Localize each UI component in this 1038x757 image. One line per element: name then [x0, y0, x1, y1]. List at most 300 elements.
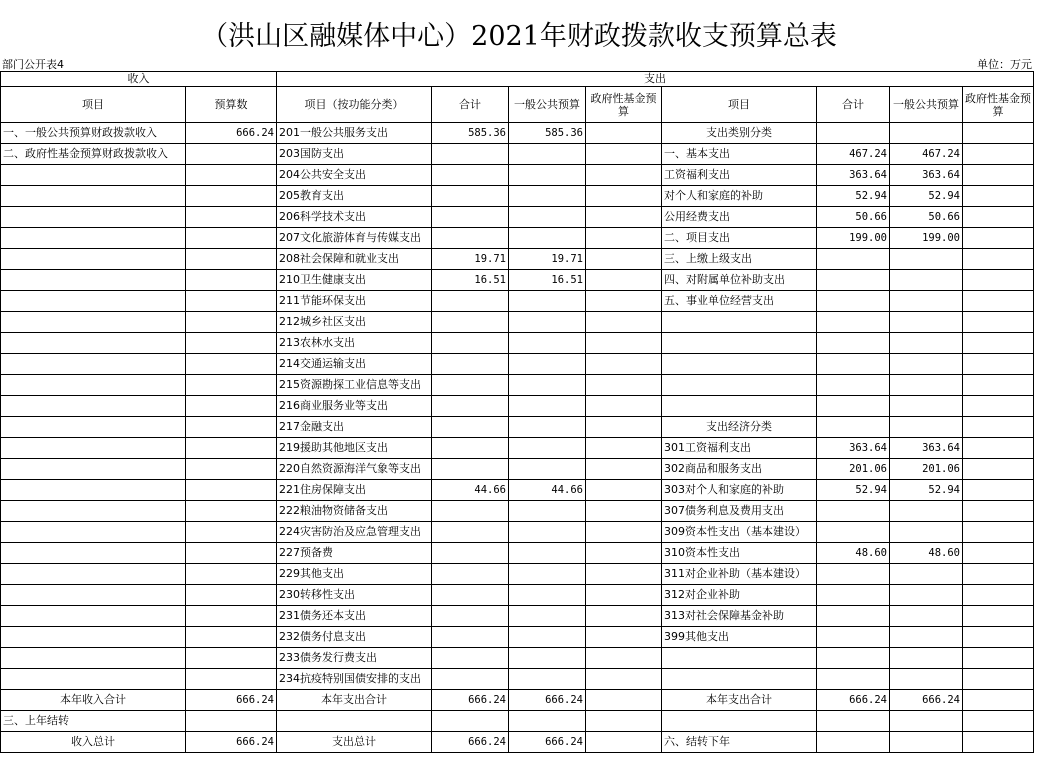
table-cell	[963, 333, 1034, 354]
table-cell: 本年收入合计	[1, 690, 186, 711]
table-cell	[963, 186, 1034, 207]
table-row	[1, 690, 1034, 711]
table-cell	[586, 543, 662, 564]
table-cell	[509, 228, 586, 249]
table-cell	[963, 690, 1034, 711]
table-cell	[1, 354, 186, 375]
table-cell: 222粮油物资储备支出	[277, 501, 432, 522]
table-cell	[586, 438, 662, 459]
table-cell	[1, 627, 186, 648]
table-row	[1, 165, 1034, 186]
col-header: 预算数	[186, 87, 277, 123]
table-cell	[432, 627, 509, 648]
table-cell	[890, 606, 963, 627]
table-row	[1, 585, 1034, 606]
table-cell: 52.94	[817, 186, 890, 207]
table-cell	[817, 270, 890, 291]
table-cell: 224灾害防治及应急管理支出	[277, 522, 432, 543]
table-cell: 三、上缴上级支出	[662, 249, 817, 270]
table-cell	[963, 606, 1034, 627]
table-cell	[890, 711, 963, 732]
table-cell	[586, 669, 662, 690]
table-cell	[586, 585, 662, 606]
header-row-columns	[1, 87, 1034, 123]
table-cell	[186, 564, 277, 585]
table-cell	[963, 312, 1034, 333]
table-cell: 467.24	[890, 144, 963, 165]
table-cell	[662, 396, 817, 417]
table-cell	[432, 606, 509, 627]
table-cell: 666.24	[186, 732, 277, 753]
table-cell	[890, 291, 963, 312]
table-cell	[432, 144, 509, 165]
table-cell: 204公共安全支出	[277, 165, 432, 186]
table-cell: 199.00	[817, 228, 890, 249]
table-cell	[817, 669, 890, 690]
table-cell	[186, 711, 277, 732]
table-cell: 302商品和服务支出	[662, 459, 817, 480]
table-cell	[277, 711, 432, 732]
table-cell	[963, 375, 1034, 396]
table-cell	[586, 606, 662, 627]
table-cell: 207文化旅游体育与传媒支出	[277, 228, 432, 249]
table-cell	[817, 396, 890, 417]
table-cell	[963, 732, 1034, 753]
table-cell: 363.64	[890, 438, 963, 459]
table-cell: 313对社会保障基金补助	[662, 606, 817, 627]
table-cell	[509, 207, 586, 228]
table-cell: 19.71	[432, 249, 509, 270]
table-cell	[963, 648, 1034, 669]
table-cell	[890, 669, 963, 690]
table-cell	[509, 711, 586, 732]
table-cell: 666.24	[432, 690, 509, 711]
table-cell	[586, 627, 662, 648]
table-cell	[432, 438, 509, 459]
table-cell	[963, 291, 1034, 312]
table-cell: 48.60	[890, 543, 963, 564]
table-cell	[586, 186, 662, 207]
table-cell	[509, 459, 586, 480]
table-cell	[509, 186, 586, 207]
table-cell	[890, 249, 963, 270]
table-cell	[963, 585, 1034, 606]
table-cell	[586, 396, 662, 417]
table-cell: 399其他支出	[662, 627, 817, 648]
table-cell	[963, 501, 1034, 522]
table-row	[1, 333, 1034, 354]
table-cell	[432, 207, 509, 228]
table-cell	[186, 438, 277, 459]
table-cell	[662, 312, 817, 333]
table-row	[1, 354, 1034, 375]
table-cell	[186, 417, 277, 438]
table-row	[1, 648, 1034, 669]
table-cell: 三、上年结转	[1, 711, 186, 732]
table-row	[1, 228, 1034, 249]
table-cell: 五、事业单位经营支出	[662, 291, 817, 312]
table-cell	[586, 690, 662, 711]
table-cell	[509, 501, 586, 522]
table-cell	[1, 186, 186, 207]
table-cell	[817, 291, 890, 312]
table-row	[1, 438, 1034, 459]
table-cell	[586, 354, 662, 375]
table-cell: 对个人和家庭的补助	[662, 186, 817, 207]
table-cell: 216商业服务业等支出	[277, 396, 432, 417]
table-row	[1, 669, 1034, 690]
table-cell	[432, 396, 509, 417]
table-cell	[432, 564, 509, 585]
table-cell	[186, 165, 277, 186]
table-cell: 217金融支出	[277, 417, 432, 438]
table-cell: 467.24	[817, 144, 890, 165]
table-cell	[1, 669, 186, 690]
table-cell: 201一般公共服务支出	[277, 123, 432, 144]
table-cell	[963, 459, 1034, 480]
table-cell	[963, 207, 1034, 228]
table-cell	[432, 522, 509, 543]
table-cell	[1, 228, 186, 249]
table-cell: 666.24	[186, 123, 277, 144]
table-row	[1, 606, 1034, 627]
expense-header: 支出	[277, 72, 1034, 87]
table-cell	[586, 123, 662, 144]
table-row	[1, 291, 1034, 312]
table-cell	[186, 249, 277, 270]
table-cell: 四、对附属单位补助支出	[662, 270, 817, 291]
col-header: 项目	[662, 87, 817, 123]
table-cell	[586, 480, 662, 501]
table-row	[1, 123, 1034, 144]
table-cell	[432, 585, 509, 606]
col-header: 一般公共预算	[890, 87, 963, 123]
table-cell	[186, 396, 277, 417]
table-cell: 201.06	[817, 459, 890, 480]
table-cell	[432, 333, 509, 354]
table-cell: 支出总计	[277, 732, 432, 753]
table-cell	[586, 564, 662, 585]
table-cell	[586, 291, 662, 312]
table-cell	[963, 627, 1034, 648]
table-cell	[509, 144, 586, 165]
table-cell	[1, 165, 186, 186]
col-header: 项目（按功能分类）	[277, 87, 432, 123]
table-cell	[890, 354, 963, 375]
table-cell: 213农林水支出	[277, 333, 432, 354]
table-cell	[890, 522, 963, 543]
table-cell	[509, 396, 586, 417]
table-cell	[817, 375, 890, 396]
table-cell	[509, 648, 586, 669]
table-cell	[509, 522, 586, 543]
table-cell: 363.64	[817, 165, 890, 186]
table-cell: 收入总计	[1, 732, 186, 753]
table-cell	[586, 312, 662, 333]
table-cell	[186, 585, 277, 606]
table-cell: 309资本性支出（基本建设）	[662, 522, 817, 543]
table-cell	[963, 564, 1034, 585]
table-cell	[186, 207, 277, 228]
col-header: 项目	[1, 87, 186, 123]
budget-table	[0, 71, 1034, 753]
table-cell: 一、一般公共预算财政拨款收入	[1, 123, 186, 144]
table-cell: 215资源勘探工业信息等支出	[277, 375, 432, 396]
table-cell	[186, 333, 277, 354]
table-cell	[186, 501, 277, 522]
table-cell	[963, 522, 1034, 543]
table-cell	[186, 543, 277, 564]
table-cell: 303对个人和家庭的补助	[662, 480, 817, 501]
table-cell	[890, 648, 963, 669]
table-cell	[1, 501, 186, 522]
table-cell: 206科学技术支出	[277, 207, 432, 228]
table-row	[1, 144, 1034, 165]
table-cell	[1, 249, 186, 270]
table-cell	[586, 732, 662, 753]
table-row	[1, 543, 1034, 564]
table-cell: 585.36	[432, 123, 509, 144]
table-cell	[817, 732, 890, 753]
table-cell: 307债务利息及费用支出	[662, 501, 817, 522]
table-cell	[662, 711, 817, 732]
table-cell: 支出类别分类	[662, 123, 817, 144]
table-cell	[509, 291, 586, 312]
table-cell	[509, 354, 586, 375]
table-cell	[509, 312, 586, 333]
table-cell: 50.66	[817, 207, 890, 228]
table-cell: 234抗疫特别国债安排的支出	[277, 669, 432, 690]
table-cell: 233债务发行费支出	[277, 648, 432, 669]
table-cell: 230转移性支出	[277, 585, 432, 606]
table-cell: 16.51	[432, 270, 509, 291]
table-cell	[963, 270, 1034, 291]
income-header: 收入	[1, 72, 277, 87]
table-cell	[1, 270, 186, 291]
table-cell: 312对企业补助	[662, 585, 817, 606]
table-cell	[890, 501, 963, 522]
table-cell	[1, 543, 186, 564]
table-cell	[890, 123, 963, 144]
table-cell	[963, 123, 1034, 144]
table-cell: 666.24	[817, 690, 890, 711]
table-cell	[1, 438, 186, 459]
table-cell: 220自然资源海洋气象等支出	[277, 459, 432, 480]
table-cell	[186, 522, 277, 543]
table-cell	[662, 354, 817, 375]
table-cell	[1, 522, 186, 543]
table-cell	[963, 543, 1034, 564]
table-cell	[586, 711, 662, 732]
table-cell	[1, 606, 186, 627]
table-cell: 212城乡社区支出	[277, 312, 432, 333]
table-cell: 219援助其他地区支出	[277, 438, 432, 459]
table-cell	[432, 186, 509, 207]
table-cell: 229其他支出	[277, 564, 432, 585]
table-cell	[963, 711, 1034, 732]
table-row	[1, 501, 1034, 522]
table-cell	[817, 354, 890, 375]
table-cell: 二、政府性基金预算财政拨款收入	[1, 144, 186, 165]
table-cell	[1, 480, 186, 501]
table-cell	[817, 564, 890, 585]
table-cell	[1, 648, 186, 669]
table-row	[1, 207, 1034, 228]
table-cell	[1, 564, 186, 585]
table-cell	[817, 606, 890, 627]
table-cell	[586, 648, 662, 669]
table-cell: 585.36	[509, 123, 586, 144]
table-cell	[1, 417, 186, 438]
table-cell	[817, 627, 890, 648]
table-cell: 16.51	[509, 270, 586, 291]
table-row	[1, 732, 1034, 753]
table-cell: 205教育支出	[277, 186, 432, 207]
table-cell: 本年支出合计	[662, 690, 817, 711]
table-cell	[509, 669, 586, 690]
table-cell	[1, 207, 186, 228]
table-cell	[1, 459, 186, 480]
table-cell	[509, 606, 586, 627]
table-row	[1, 186, 1034, 207]
table-cell	[186, 459, 277, 480]
table-cell	[586, 459, 662, 480]
table-cell	[509, 543, 586, 564]
table-cell: 19.71	[509, 249, 586, 270]
table-cell	[509, 375, 586, 396]
table-cell: 666.24	[509, 732, 586, 753]
table-cell	[963, 480, 1034, 501]
table-cell	[186, 669, 277, 690]
page-title: （洪山区融媒体中心）2021年财政拨款收支预算总表	[201, 21, 837, 52]
table-cell: 201.06	[890, 459, 963, 480]
table-cell	[963, 396, 1034, 417]
table-cell	[432, 501, 509, 522]
table-cell: 公用经费支出	[662, 207, 817, 228]
table-row	[1, 312, 1034, 333]
table-row	[1, 417, 1034, 438]
table-cell: 227预备费	[277, 543, 432, 564]
table-cell	[963, 144, 1034, 165]
table-cell	[432, 291, 509, 312]
table-row	[1, 564, 1034, 585]
table-cell	[817, 123, 890, 144]
table-cell	[432, 354, 509, 375]
table-cell: 一、基本支出	[662, 144, 817, 165]
table-cell	[509, 438, 586, 459]
table-row	[1, 711, 1034, 732]
table-cell	[586, 333, 662, 354]
table-cell	[186, 375, 277, 396]
table-cell	[662, 669, 817, 690]
table-cell: 208社会保障和就业支出	[277, 249, 432, 270]
table-cell	[509, 417, 586, 438]
table-cell	[1, 375, 186, 396]
table-cell	[432, 648, 509, 669]
table-cell	[817, 417, 890, 438]
table-cell	[509, 333, 586, 354]
table-cell: 666.24	[509, 690, 586, 711]
table-cell	[817, 585, 890, 606]
table-cell	[186, 480, 277, 501]
table-cell	[963, 165, 1034, 186]
table-cell	[186, 186, 277, 207]
table-cell: 44.66	[509, 480, 586, 501]
table-row	[1, 627, 1034, 648]
table-cell: 199.00	[890, 228, 963, 249]
table-cell	[890, 396, 963, 417]
table-cell: 666.24	[890, 690, 963, 711]
table-cell	[432, 165, 509, 186]
table-cell	[890, 333, 963, 354]
table-cell: 44.66	[432, 480, 509, 501]
table-cell	[586, 228, 662, 249]
col-header: 政府性基金预算	[963, 87, 1034, 123]
table-cell: 六、结转下年	[662, 732, 817, 753]
table-cell: 本年支出合计	[277, 690, 432, 711]
table-cell	[586, 249, 662, 270]
table-cell	[186, 291, 277, 312]
table-cell	[890, 585, 963, 606]
table-row	[1, 396, 1034, 417]
table-cell	[890, 732, 963, 753]
table-cell	[1, 291, 186, 312]
table-cell	[963, 228, 1034, 249]
table-cell: 工资福利支出	[662, 165, 817, 186]
table-cell	[817, 249, 890, 270]
table-cell	[186, 228, 277, 249]
table-cell	[586, 270, 662, 291]
table-cell	[963, 438, 1034, 459]
table-cell: 48.60	[817, 543, 890, 564]
table-cell	[432, 228, 509, 249]
table-cell: 50.66	[890, 207, 963, 228]
table-cell	[890, 312, 963, 333]
table-cell	[586, 522, 662, 543]
table-cell: 221住房保障支出	[277, 480, 432, 501]
table-row	[1, 480, 1034, 501]
table-cell	[186, 354, 277, 375]
table-cell	[817, 522, 890, 543]
table-cell	[432, 417, 509, 438]
col-header: 政府性基金预算	[586, 87, 662, 123]
table-cell: 310资本性支出	[662, 543, 817, 564]
table-cell	[817, 648, 890, 669]
table-row	[1, 522, 1034, 543]
table-cell	[186, 627, 277, 648]
table-cell	[586, 165, 662, 186]
table-cell	[963, 417, 1034, 438]
table-cell	[432, 312, 509, 333]
table-row	[1, 459, 1034, 480]
table-cell: 二、项目支出	[662, 228, 817, 249]
table-cell	[890, 270, 963, 291]
table-cell	[817, 312, 890, 333]
table-cell	[662, 375, 817, 396]
table-cell	[186, 312, 277, 333]
table-cell	[890, 564, 963, 585]
table-cell: 211节能环保支出	[277, 291, 432, 312]
table-cell: 210卫生健康支出	[277, 270, 432, 291]
table-cell	[432, 711, 509, 732]
table-cell	[1, 312, 186, 333]
table-cell	[963, 249, 1034, 270]
table-cell	[186, 606, 277, 627]
table-cell	[890, 375, 963, 396]
table-row	[1, 249, 1034, 270]
table-cell	[817, 711, 890, 732]
table-cell	[586, 207, 662, 228]
